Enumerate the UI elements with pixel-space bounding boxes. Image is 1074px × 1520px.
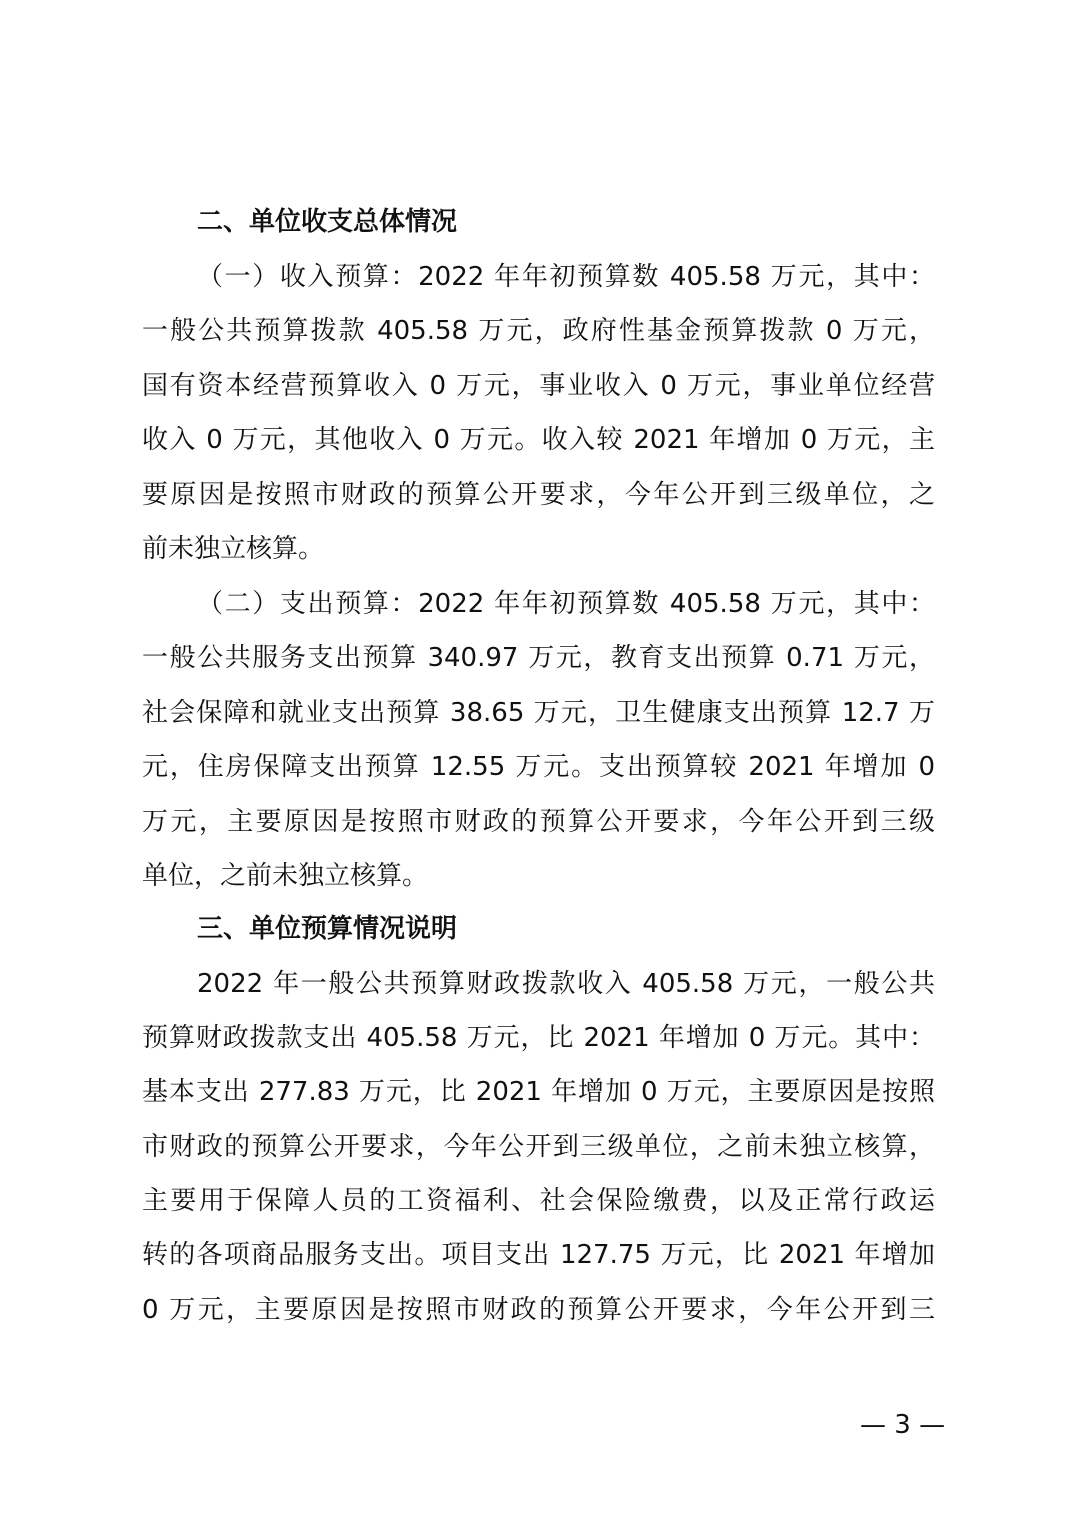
paragraph-line: 主要用于保障人员的工资福利、社会保险缴费，以及正常行政运 (142, 1186, 935, 1216)
paragraph-line: 国有资本经营预算收入 0 万元，事业收入 0 万元，事业单位经营 (142, 371, 935, 401)
paragraph-line: 要原因是按照市财政的预算公开要求，今年公开到三级单位，之 (142, 480, 935, 510)
paragraph-line: 预算财政拨款支出 405.58 万元，比 2021 年增加 0 万元。其中： (142, 1023, 935, 1053)
paragraph-line: 市财政的预算公开要求，今年公开到三级单位，之前未独立核算， (142, 1132, 935, 1162)
paragraph-line: 单位，之前未独立核算。 (142, 861, 429, 891)
paragraph-line: 一般公共服务支出预算 340.97 万元，教育支出预算 0.71 万元， (142, 643, 935, 673)
paragraph-line: 2022 年一般公共预算财政拨款收入 405.58 万元，一般公共 (197, 969, 935, 999)
section-heading-2: 二、单位收支总体情况 (197, 207, 458, 237)
paragraph-line: 社会保障和就业支出预算 38.65 万元，卫生健康支出预算 12.7 万 (142, 698, 935, 728)
paragraph-line: 转的各项商品服务支出。项目支出 127.75 万元，比 2021 年增加 (142, 1240, 935, 1270)
section-heading-3: 三、单位预算情况说明 (197, 914, 458, 944)
paragraph-line: 0 万元，主要原因是按照市财政的预算公开要求，今年公开到三 (142, 1295, 935, 1325)
paragraph-line: （二）支出预算：2022 年年初预算数 405.58 万元，其中： (197, 589, 935, 619)
paragraph-line: 前未独立核算。 (142, 534, 325, 564)
paragraph-line: 元，住房保障支出预算 12.55 万元。支出预算较 2021 年增加 0 (142, 752, 935, 782)
paragraph-line: 万元，主要原因是按照市财政的预算公开要求，今年公开到三级 (142, 807, 935, 837)
paragraph-line: （一）收入预算：2022 年年初预算数 405.58 万元，其中： (197, 262, 935, 292)
paragraph-line: 收入 0 万元，其他收入 0 万元。收入较 2021 年增加 0 万元，主 (142, 425, 935, 455)
paragraph-line: 一般公共预算拨款 405.58 万元，政府性基金预算拨款 0 万元， (142, 316, 935, 346)
paragraph-line: 基本支出 277.83 万元，比 2021 年增加 0 万元，主要原因是按照 (142, 1077, 935, 1107)
page-number: — 3 — (860, 1410, 946, 1440)
